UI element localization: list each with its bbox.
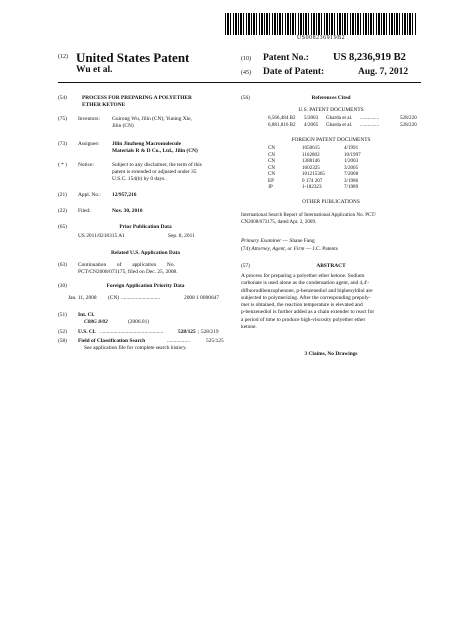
foreign-doc-country: CN — [268, 151, 276, 158]
date-code: (45) — [241, 70, 251, 76]
foreign-doc-row — [268, 184, 361, 191]
us-doc-dots: ............... — [360, 121, 380, 128]
author-line: Wu et al. — [76, 65, 113, 75]
int-cl-class: C08G 8/02 — [84, 319, 108, 325]
field-code-56: (56) — [241, 95, 250, 101]
us-cl-label: U.S. Cl. — [78, 329, 96, 335]
field-code-57: (57) — [241, 263, 250, 269]
abstract-line: mer is obtained, the reaction temperature is elevated and — [241, 302, 363, 309]
foreign-doc-date: 7/1989 — [344, 184, 359, 190]
examiner-label: Primary Examiner — [241, 238, 282, 244]
assignee-label: Assignee: — [78, 141, 100, 147]
foreign-doc-number: 1-182323 — [302, 184, 322, 190]
us-doc-name: Gharda et al. — [326, 121, 353, 128]
us-doc-number: 6,881,816 B2 — [268, 121, 296, 128]
field-code-30: (30) — [58, 283, 67, 289]
foreign-docs-table — [268, 145, 361, 191]
foreign-doc-country: EP — [268, 177, 274, 184]
notice-line1: Subject to any disclaimer, the term of this — [112, 162, 202, 168]
foreign-doc-country: CN — [268, 171, 276, 177]
other-publications-heading: OTHER PUBLICATIONS — [302, 199, 360, 205]
us-cl-value: 528/125 — [178, 329, 196, 335]
us-doc-name: Gharda et al. — [326, 115, 353, 121]
field-code-22: (22) — [58, 208, 67, 214]
foreign-doc-number: 0 174 207 — [302, 177, 323, 184]
us-patent-docs-heading: U.S. PATENT DOCUMENTS — [298, 107, 364, 113]
header-rule — [58, 82, 421, 83]
us-cl-dots: ............................................... — [100, 329, 164, 335]
field-code-21: (21) — [58, 192, 67, 198]
patent-date: Aug. 7, 2012 — [358, 67, 409, 77]
invention-title-line1: PROCESS FOR PREPARING A POLYETHER — [82, 95, 192, 101]
foreign-doc-date: 3/1986 — [344, 177, 359, 184]
date-label: Date of Patent: — [263, 67, 325, 77]
foreign-doc-number: 1050615 — [302, 145, 320, 151]
continuation-line2: PCT/CN2008/073175, filed on Dec. 25, 2008. — [78, 269, 178, 275]
us-doc-date: 4/2005 — [304, 121, 319, 128]
foreign-doc-number: 101215365 — [302, 171, 325, 177]
field-search-value: 525/125 — [206, 338, 224, 344]
us-doc-date: 5/2003 — [304, 115, 319, 121]
foreign-priority-dots: ............................. — [121, 295, 161, 301]
patent-no-code: (10) — [241, 56, 251, 62]
foreign-priority-country: (CN) — [108, 295, 120, 301]
document-title: United States Patent — [76, 50, 190, 65]
foreign-doc-country: CN — [268, 158, 276, 164]
notice-line3: U.S.C. 154(b) by 0 days. — [112, 176, 166, 182]
prior-publication-date: Sep. 8, 2011 — [168, 233, 195, 239]
notice-label: Notice: — [78, 162, 94, 168]
us-doc-class: 528/220 — [400, 115, 417, 121]
invention-title-line2: ETHER KETONE — [82, 102, 126, 108]
filed-label: Filed: — [78, 208, 91, 214]
field-code-74: (74) — [241, 246, 250, 252]
field-code-54: (54) — [58, 95, 67, 101]
attorney-label: Attorney, Agent, or Firm — [251, 246, 305, 252]
foreign-doc-date: 3/2005 — [344, 164, 359, 171]
field-code-52: (52) — [58, 329, 67, 335]
abstract-line: p-benzenediol is further added as a chain extender to react for — [241, 309, 375, 316]
barcode-number: US008236919B2 — [296, 35, 346, 41]
foreign-priority-number: 2008 1 0000647 — [184, 295, 220, 301]
us-docs-table — [268, 115, 417, 128]
foreign-doc-country: JP — [268, 184, 273, 190]
related-us-heading: Related U.S. Application Data — [110, 250, 181, 256]
inventors-line2: Jilin (CN) — [112, 123, 134, 129]
notice-line2: patent is extended or adjusted under 35 — [112, 169, 197, 175]
attorney-line — [241, 246, 338, 252]
other-publication-line1: International Search Report of International Application No. PCT/ — [241, 212, 376, 218]
continuation-line1: Continuation of application No. — [78, 262, 175, 268]
foreign-patent-docs-heading: FOREIGN PATENT DOCUMENTS — [291, 137, 371, 143]
primary-examiner — [241, 238, 315, 244]
inventors-label: Inventors: — [78, 116, 100, 122]
assignee-line2: Materials R & D Co., Ltd., Jilin (CN) — [112, 148, 198, 154]
field-code-73: (73) — [58, 141, 67, 147]
patent-number: US 8,236,919 B2 — [333, 52, 406, 63]
other-publication-line2: CN2008/073175, dated Apr. 2, 2009. — [241, 219, 317, 225]
foreign-doc-date: 4/1991 — [344, 145, 359, 151]
abstract-line: a period of time to produce high-viscosity polyether ether — [241, 316, 366, 323]
int-cl-year: (2006.01) — [128, 319, 150, 325]
field-code-63: (63) — [58, 262, 67, 268]
foreign-priority-heading: Foreign Application Priority Data — [106, 283, 185, 289]
prior-publication-number: US 2011/0218315 A1 — [78, 233, 125, 239]
field-search-note: See application file for complete search history. — [84, 345, 187, 351]
claims-summary: 3 Claims, No Drawings — [304, 351, 358, 357]
abstract-line: subjected to polymerizing. After the corresponding prepoly- — [241, 294, 371, 301]
abstract-line: ketone. — [241, 324, 257, 331]
abstract-line: carbonate is used alone as the condensation agent, and 4,4'- — [241, 280, 370, 287]
field-search-label: Field of Classification Search — [78, 338, 146, 344]
field-search-dots: ................. — [167, 338, 190, 344]
us-doc-number: 6,566,484 B2 — [268, 115, 296, 121]
us-cl-value2: ; 528/219 — [198, 329, 219, 335]
field-code-58: (58) — [58, 338, 67, 344]
filed-date: Nov. 30, 2010 — [112, 208, 143, 214]
foreign-doc-number: 1162802 — [302, 151, 320, 158]
int-cl-label: Int. Cl. — [78, 312, 95, 318]
foreign-doc-date: 10/1997 — [344, 151, 361, 158]
us-doc-row — [268, 122, 417, 129]
barcode — [225, 13, 417, 35]
foreign-doc-country: CN — [268, 145, 276, 151]
assignee-line1: Jilin Jinzheng Macromolecule — [112, 141, 182, 147]
field-code-notice: ( * ) — [58, 162, 67, 168]
foreign-doc-number: 1602325 — [302, 164, 320, 171]
us-doc-class: 528/220 — [400, 121, 417, 128]
abstract-line: difluorodibenzophenone, p-benzenediol and biphenyldiol are — [241, 287, 373, 294]
kind-code-12: (12) — [58, 54, 68, 60]
abstract-heading: ABSTRACT — [316, 263, 346, 269]
abstract-line: A process for preparing a polyether ether ketone. Sodium — [241, 273, 365, 279]
inventors-line1: Guirong Wu, Jilin (CN); Yuning Xie, — [112, 116, 192, 122]
examiner-name: — Shane Fang — [281, 238, 315, 244]
field-code-51: (51) — [58, 312, 67, 318]
appl-no-label: Appl. No.: — [78, 192, 101, 198]
foreign-doc-number: 1388146 — [302, 158, 320, 164]
foreign-doc-country: CN — [268, 164, 276, 171]
field-code-65: (65) — [58, 224, 67, 230]
attorney-name: — J.C. Patents — [304, 246, 338, 252]
appl-no: 12/957,216 — [112, 192, 137, 198]
us-doc-dots: ............... — [360, 115, 380, 121]
field-code-75: (75) — [58, 116, 67, 122]
foreign-doc-date: 7/2008 — [344, 171, 359, 177]
patent-no-label: Patent No.: — [263, 53, 309, 63]
abstract-body — [241, 273, 374, 331]
foreign-doc-date: 1/2003 — [344, 158, 359, 164]
foreign-priority-date: Jan. 11, 2008 — [68, 295, 97, 301]
references-heading: References Cited — [311, 95, 351, 101]
prior-publication-heading: Prior Publication Data — [119, 224, 172, 230]
